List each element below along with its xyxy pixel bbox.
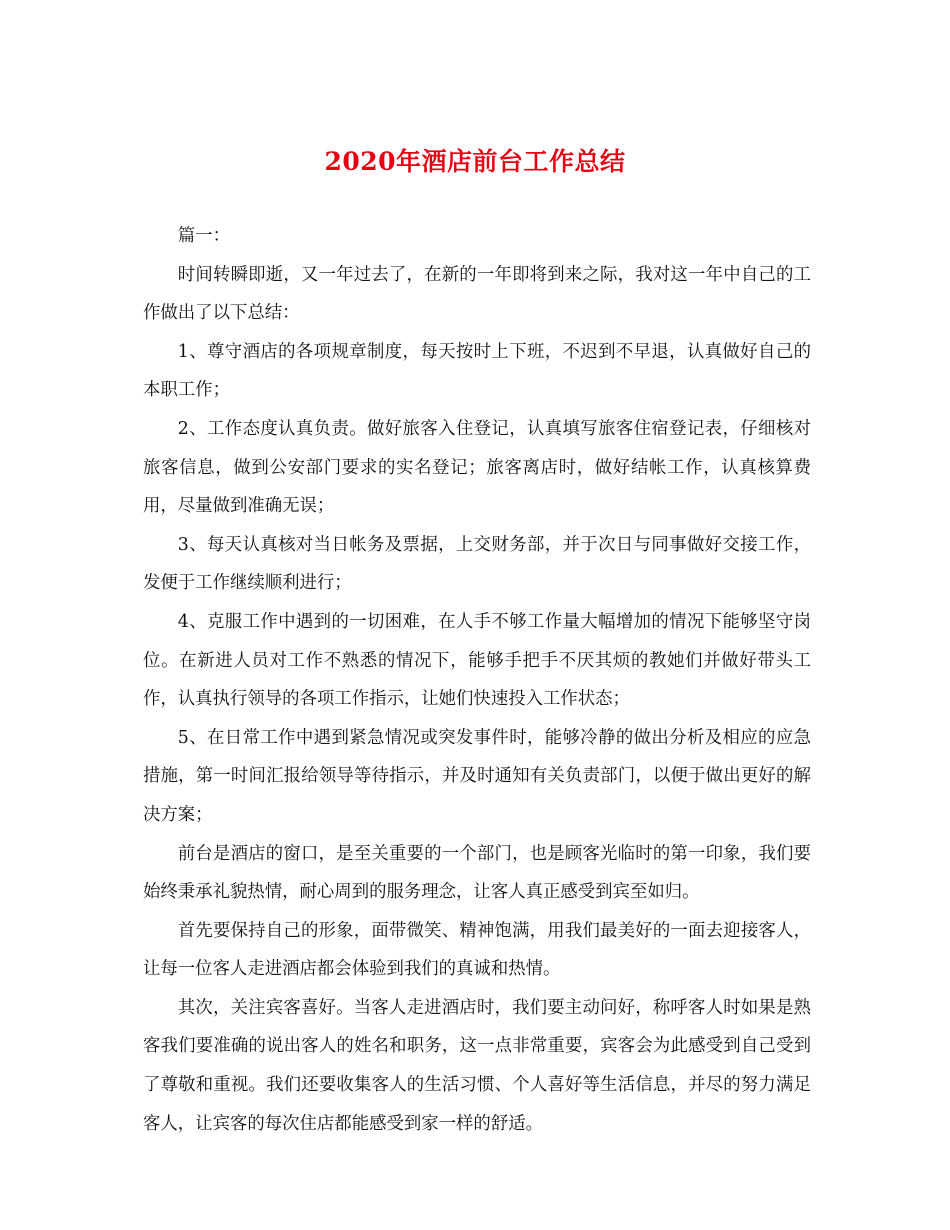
paragraph-intro: 时间转瞬即逝，又一年过去了，在新的一年即将到来之际，我对这一年中自己的工作做出了以下总结： [143, 264, 811, 324]
paragraph-front-desk: 前台是酒店的窗口，是至关重要的一个部门，也是顾客光临时的第一印象，我们要始终秉承礼貌热情，耐心周到的服务理念，让客人真正感受到宾至如归。 [143, 843, 811, 903]
section-heading: 篇一： [177, 226, 230, 246]
paragraph-first: 首先要保持自己的形象，面带微笑、精神饱满，用我们最美好的一面去迎接客人，让每一位客人走进酒店都会体验到我们的真诚和热情。 [143, 920, 811, 980]
paragraph-item-2: 2、工作态度认真负责。做好旅客入住登记，认真填写旅客住宿登记表，仔细核对旅客信息，做到公安部门要求的实名登记；旅客离店时，做好结帐工作，认真核算费用，尽量做到准确无误； [143, 418, 811, 517]
document-body [143, 217, 811, 1143]
paragraph-item-3: 3、每天认真核对当日帐务及票据，上交财务部，并于次日与同事做好交接工作，发便于工作继续顺利进行； [143, 534, 811, 594]
paragraph-item-1: 1、尊守酒店的各项规章制度，每天按时上下班，不迟到不早退，认真做好自己的本职工作； [143, 341, 811, 401]
paragraph-item-4: 4、克服工作中遇到的一切困难，在人手不够工作量大幅增加的情况下能够坚守岗位。在新进人员对工作不熟悉的情况下，能够手把手不厌其烦的教她们并做好带头工作，认真执行领导的各项工作指示，让她们快速投入工作状态； [143, 611, 811, 710]
paragraph-item-5: 5、在日常工作中遇到紧急情况或突发事件时，能够冷静的做出分析及相应的应急措施，第一时间汇报给领导等待指示，并及时通知有关负责部门，以便于做出更好的解决方案； [143, 727, 811, 825]
document-title: 2020年酒店前台工作总结 [324, 147, 626, 176]
paragraph-second: 其次，关注宾客喜好。当客人走进酒店时，我们要主动问好，称呼客人时如果是熟客我们要准确的说出客人的姓名和职务，这一点非常重要，宾客会为此感受到自己受到了尊敬和重视。我们还要收集客人的生活习惯、个人喜好等生活信息，并尽的努力满足客人，让宾客的每次住店都能感受到家一样的舒适。 [143, 997, 811, 1134]
